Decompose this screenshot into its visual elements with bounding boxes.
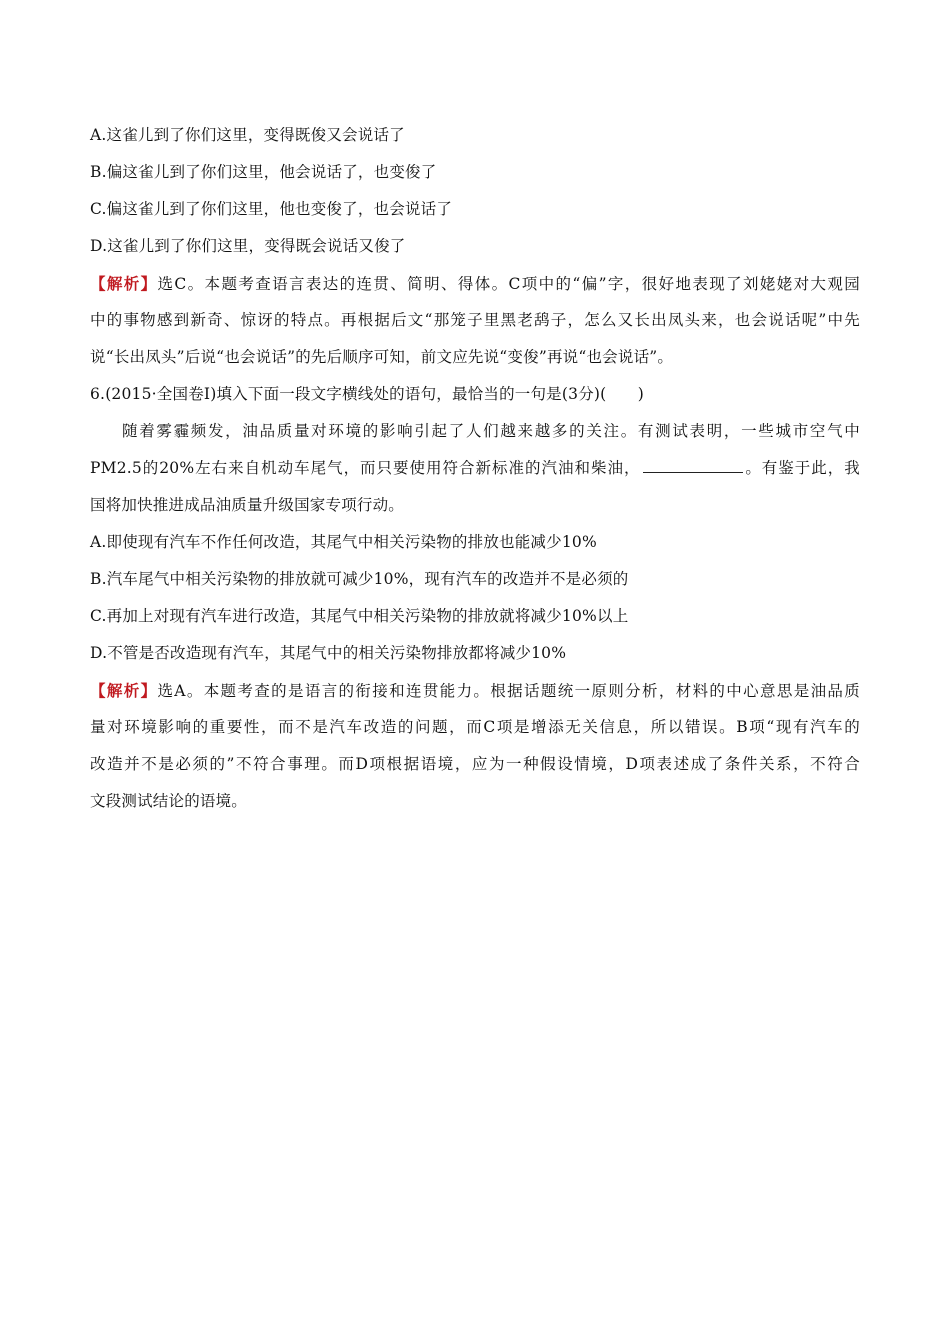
q6-analysis-line-2: 量对环境影响的重要性，而不是汽车改造的问题，而C项是增添无关信息，所以错误。B项“现有汽车的: [90, 718, 860, 736]
q6-option-c: C.再加上对现有汽车进行改造，其尾气中相关污染物的排放就将减少10%以上: [90, 607, 629, 625]
q6-analysis-tag: 【解析】: [90, 681, 158, 700]
q6-passage-text-before: PM2.5的20%左右来自机动车尾气，而只要使用符合新标准的汽油和柴油，: [90, 459, 641, 477]
q6-passage-line-1: 随着雾霾频发，油品质量对环境的影响引起了人们越来越多的关注。有测试表明，一些城市空气中: [122, 422, 860, 440]
answer-blank: [643, 457, 743, 473]
q5-analysis-line-2: 中的事物感到新奇、惊讶的特点。再根据后文“那笼子里黑老鸹子，怎么又长出凤头来，也会说话呢”中先: [90, 311, 860, 329]
q6-passage-text-after: 。有鉴于此，我: [744, 459, 860, 477]
q5-option-c: C.偏这雀儿到了你们这里，他也变俊了，也会说话了: [90, 200, 453, 218]
q5-analysis-text-1: 选C。本题考查语言表达的连贯、简明、得体。C项中的“偏”字，很好地表现了刘姥姥对大观园: [157, 275, 860, 293]
q6-option-a: A.即使现有汽车不作任何改造，其尾气中相关污染物的排放也能减少10%: [90, 533, 597, 551]
q6-option-b: B.汽车尾气中相关污染物的排放就可减少10%，现有汽车的改造并不是必须的: [90, 570, 629, 588]
q6-passage-line-2: [90, 450, 860, 487]
q5-analysis-tag: 【解析】: [90, 274, 158, 293]
document-page: [90, 117, 860, 820]
q6-analysis-line-4: 文段测试结论的语境。: [90, 792, 248, 810]
q5-option-a: A.这雀儿到了你们这里，变得既俊又会说话了: [90, 126, 405, 144]
q6-analysis-line-1: [90, 672, 860, 709]
q6-stem: 6.(2015·全国卷Ⅰ)填入下面一段文字横线处的语句，最恰当的一句是(3分)( ): [90, 385, 645, 403]
q6-analysis-text-1: 选A。本题考查的是语言的衔接和连贯能力。根据话题统一原则分析，材料的中心意思是油品质: [157, 682, 860, 700]
q5-option-b: B.偏这雀儿到了你们这里，他会说话了，也变俊了: [90, 163, 437, 181]
q6-option-d: D.不管是否改造现有汽车，其尾气中的相关污染物排放都将减少10%: [90, 644, 567, 662]
q6-passage-line-3: 国将加快推进成品油质量升级国家专项行动。: [90, 496, 405, 514]
q5-option-d: D.这雀儿到了你们这里，变得既会说话又俊了: [90, 237, 406, 255]
q5-analysis-line-3: 说“长出凤头”后说“也会说话”的先后顺序可知，前文应先说“变俊”再说“也会说话”。: [90, 348, 674, 366]
q5-analysis-line-1: [90, 265, 860, 302]
q6-analysis-line-3: 改造并不是必须的”不符合事理。而D项根据语境，应为一种假设情境，D项表述成了条件关系，不符合: [90, 755, 860, 773]
